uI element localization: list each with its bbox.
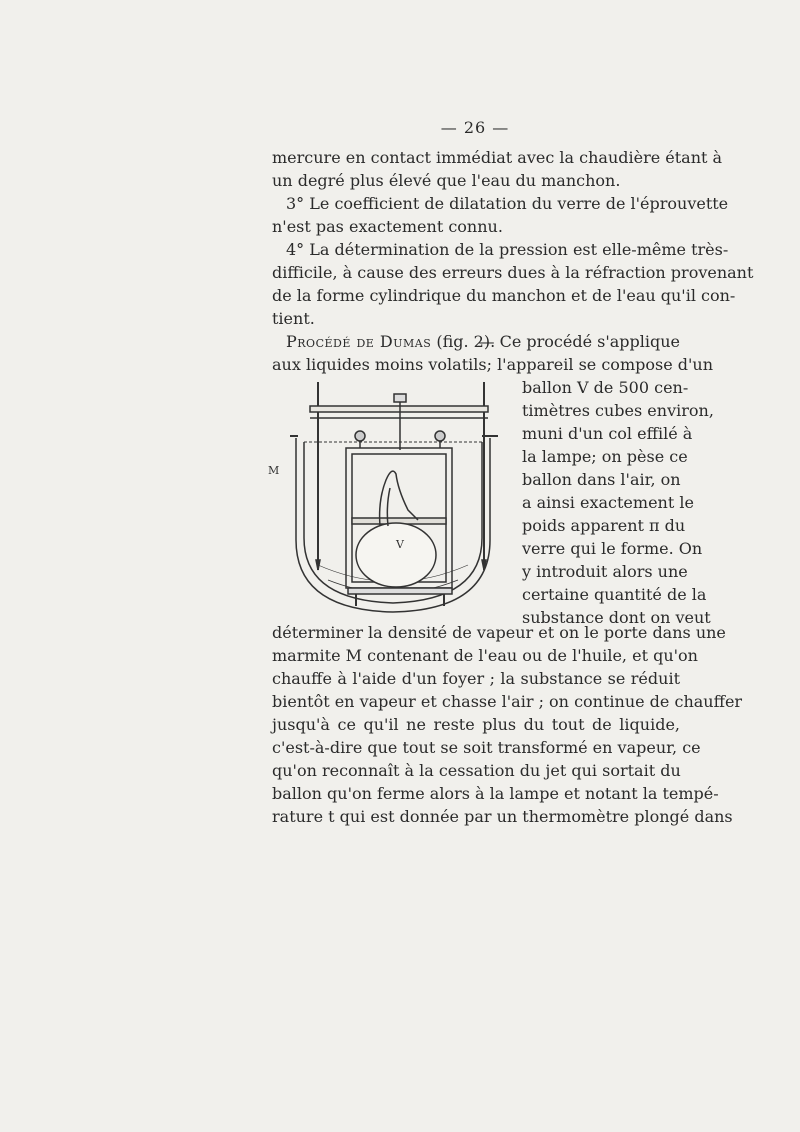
text-line: — Ce procédé s'applique [478, 332, 680, 351]
text-line: y introduit alors une [522, 562, 688, 581]
text-line: ballon dans l'air, on [522, 470, 681, 489]
text-line: n'est pas exactement connu. [272, 217, 503, 236]
text-line: qu'on reconnaît à la cessation du jet qui sortait du [272, 761, 681, 780]
text-line: verre qui le forme. On [522, 539, 703, 558]
text-line: mercure en contact immédiat avec la chaudière étant à [272, 148, 723, 167]
text-line: la lampe; on pèse ce [522, 447, 688, 466]
text-line: a ainsi exactement le [522, 493, 694, 512]
text-line: un degré plus élevé que l'eau du manchon. [272, 171, 621, 190]
figure-label-v: V [396, 538, 404, 551]
dumas-apparatus-illustration [268, 370, 518, 620]
text-line: rature t qui est donnée par un thermomètre plongé dans [272, 807, 733, 826]
text-line: certaine quantité de la [522, 585, 707, 604]
text-line: chauffe à l'aide d'un foyer ; la substance se réduit [272, 669, 680, 688]
text-line: timètres cubes environ, [522, 401, 714, 420]
text-line: c'est-à-dire que tout se soit transformé en vapeur, ce [272, 738, 701, 757]
text-line: déterminer la densité de vapeur et on le porte dans une [272, 623, 726, 642]
text-line: muni d'un col effilé à [522, 424, 693, 443]
text-line: marmite M contenant de l'eau ou de l'huile, et qu'on [272, 646, 698, 665]
text-line: 4° La détermination de la pression est elle-même très- [286, 240, 729, 259]
text-line: difficile, à cause des erreurs dues à la réfraction provenant [272, 263, 754, 282]
text-line: substance dont on veut [522, 608, 711, 627]
text-line: ballon V de 500 cen- [522, 378, 689, 397]
apparatus-figure [268, 370, 518, 620]
text-line: poids apparent π du [522, 516, 686, 535]
page-number: — 26 — [440, 118, 510, 137]
section-heading: Procédé de Dumas [286, 332, 432, 351]
text-line: ballon qu'on ferme alors à la lampe et notant la tempé- [272, 784, 719, 803]
text-line: tient. [272, 309, 315, 328]
text-line: bientôt en vapeur et chasse l'air ; on continue de chauffer [272, 692, 743, 711]
text-line: aux liquides moins volatils; l'appareil se compose d'un [272, 355, 713, 374]
text-line: de la forme cylindrique du manchon et de l'eau qu'il con- [272, 286, 736, 305]
figure-label-m: M [268, 464, 280, 477]
figure-reference: (fig. 2). [436, 332, 496, 351]
text-line: 3° Le coefficient de dilatation du verre de l'éprouvette [286, 194, 729, 213]
text-line: jusqu'à ce qu'il ne reste plus du tout de liquide, [272, 715, 680, 734]
